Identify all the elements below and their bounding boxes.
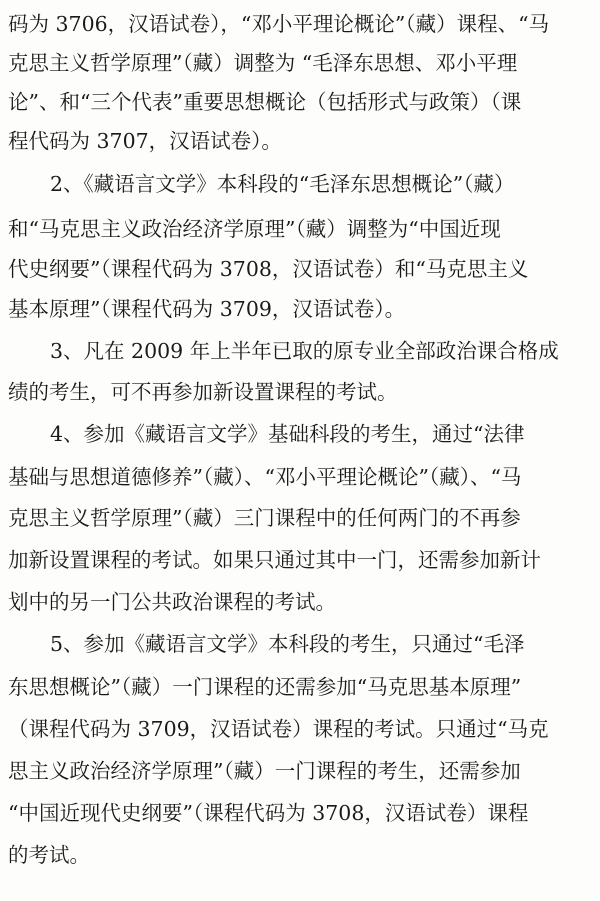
text-line: 基本原理”（课程代码为 3709，汉语试卷）。 <box>8 297 406 321</box>
text-line: 3、凡在 2009 年上半年已取的原专业全部政治课合格成 <box>50 339 559 363</box>
text-line: 划中的另一门公共政治课程的考试。 <box>8 590 336 614</box>
text-line: 论”、和“三个代表”重要思想概论（包括形式与政策）（课 <box>8 90 522 114</box>
text-line: 绩的考生，可不再参加新设置课程的考试。 <box>8 380 398 404</box>
text-line: 思主义政治经济学原理”（藏）一门课程的考生，还需参加 <box>8 759 521 783</box>
text-line: 码为 3706，汉语试卷），“邓小平理论概论”（藏）课程、“马 <box>8 12 550 36</box>
text-line: 代史纲要”（课程代码为 3708，汉语试卷）和“马克思主义 <box>8 257 529 281</box>
text-line: 加新设置课程的考试。如果只通过其中一门，还需参加新计 <box>8 548 541 572</box>
text-line: 和“马克思主义政治经济学原理”（藏）调整为“中国近现 <box>8 217 501 241</box>
text-line: 4、参加《藏语言文学》基础科段的考生，通过“法律 <box>50 422 525 446</box>
text-line: 5、参加《藏语言文学》本科段的考生，只通过“毛泽 <box>50 632 525 656</box>
text-line: 程代码为 3707，汉语试卷）。 <box>8 129 282 153</box>
text-line: （课程代码为 3709，汉语试卷）课程的考试。只通过“马克 <box>8 717 549 741</box>
text-line: 东思想概论”（藏）一门课程的还需参加“马克思基本原理” <box>8 675 522 699</box>
text-line: “中国近现代史纲要”（课程代码为 3708，汉语试卷）课程 <box>8 801 529 825</box>
text-line: 2、《藏语言文学》本科段的“毛泽东思想概论”（藏） <box>50 172 515 196</box>
text-line: 的考试。 <box>8 843 90 867</box>
text-line: 基础与思想道德修养”（藏）、“邓小平理论概论”（藏）、“马 <box>8 465 522 489</box>
text-line: 克思主义哲学原理”（藏）三门课程中的任何两门的不再参 <box>8 506 521 530</box>
text-line: 克思主义哲学原理”（藏）调整为 “毛泽东思想、邓小平理 <box>8 51 518 75</box>
